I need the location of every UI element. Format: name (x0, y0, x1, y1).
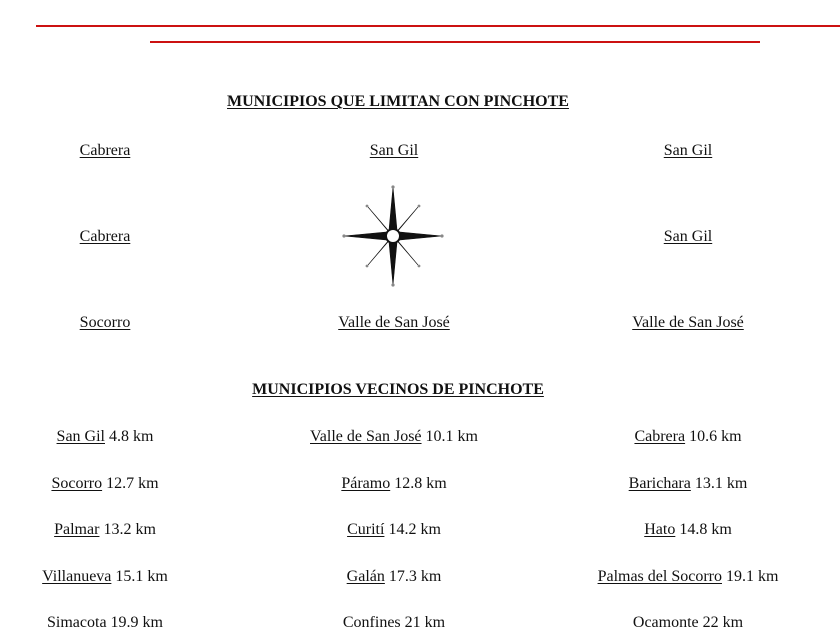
neighbor-item (548, 521, 828, 539)
limit-link[interactable]: San Gil (663, 142, 713, 159)
limit-east[interactable] (548, 228, 828, 246)
limit-south-west[interactable] (0, 314, 245, 332)
neighbor-distance: 13.2 km (103, 521, 156, 538)
limit-north[interactable] (254, 142, 534, 160)
neighbor-distance: 14.8 km (679, 521, 732, 538)
neighbor-item (548, 568, 828, 586)
neighbor-link[interactable]: Galán (346, 568, 385, 585)
neighbor-link[interactable]: Valle de San José (310, 428, 422, 445)
neighbor-name: Confines (342, 614, 401, 631)
neighbor-item (254, 568, 534, 586)
limit-link[interactable]: Socorro (79, 314, 131, 331)
neighbor-distance: 12.8 km (394, 475, 447, 492)
neighbor-item (0, 428, 245, 446)
neighbor-item (254, 475, 534, 493)
limit-north-east[interactable] (548, 142, 828, 160)
neighbor-item (0, 521, 245, 539)
neighbor-link[interactable]: Hato (644, 521, 676, 538)
neighbor-item (0, 568, 245, 586)
neighbor-item (254, 521, 534, 539)
neighbor-link[interactable]: San Gil (56, 428, 105, 445)
neighbor-item (254, 428, 534, 446)
neighbor-link[interactable]: Cabrera (634, 428, 686, 445)
neighbor-item (548, 428, 828, 446)
limit-south[interactable] (254, 314, 534, 332)
neighbor-distance: 4.8 km (109, 428, 154, 445)
limit-south-east[interactable] (548, 314, 828, 332)
neighbor-distance: 19.9 km (110, 614, 163, 631)
compass-rose-icon (340, 183, 446, 289)
limit-link[interactable]: Valle de San José (632, 314, 744, 331)
neighbor-item (548, 614, 828, 632)
neighbor-link[interactable]: Páramo (341, 475, 391, 492)
neighbor-name: Ocamonte (632, 614, 699, 631)
neighbor-distance: 13.1 km (694, 475, 748, 492)
neighbor-link[interactable]: Villanueva (42, 568, 112, 585)
top-rule (36, 25, 840, 27)
neighbor-item (254, 614, 534, 632)
limit-link[interactable]: San Gil (663, 228, 713, 245)
limit-link[interactable]: Cabrera (79, 142, 131, 159)
limits-section-title: MUNICIPIOS QUE LIMITAN CON PINCHOTE (227, 93, 569, 110)
neighbor-link[interactable]: Palmas del Socorro (597, 568, 722, 585)
limit-link[interactable]: San Gil (369, 142, 419, 159)
neighbor-distance: 14.2 km (388, 521, 441, 538)
neighbor-item (0, 614, 245, 632)
neighbor-link[interactable]: Curití (347, 521, 385, 538)
neighbor-distance: 12.7 km (106, 475, 159, 492)
neighbor-distance: 17.3 km (388, 568, 442, 585)
neighbor-item (548, 475, 828, 493)
neighbor-distance: 22 km (702, 614, 744, 631)
neighbor-link[interactable]: Palmar (54, 521, 100, 538)
neighbor-distance: 19.1 km (725, 568, 779, 585)
limit-link[interactable]: Cabrera (79, 228, 131, 245)
limit-west[interactable] (0, 228, 245, 246)
second-rule (150, 41, 760, 43)
neighbors-section-title: MUNICIPIOS VECINOS DE PINCHOTE (252, 381, 544, 398)
neighbor-distance: 10.6 km (689, 428, 742, 445)
limit-north-west[interactable] (0, 142, 245, 160)
limit-link[interactable]: Valle de San José (338, 314, 450, 331)
neighbor-link[interactable]: Barichara (628, 475, 691, 492)
neighbor-link[interactable]: Socorro (51, 475, 103, 492)
neighbor-name: Simacota (47, 614, 107, 631)
neighbor-distance: 21 km (404, 614, 446, 631)
neighbor-distance: 15.1 km (115, 568, 168, 585)
neighbor-distance: 10.1 km (425, 428, 478, 445)
neighbor-item (0, 475, 245, 493)
